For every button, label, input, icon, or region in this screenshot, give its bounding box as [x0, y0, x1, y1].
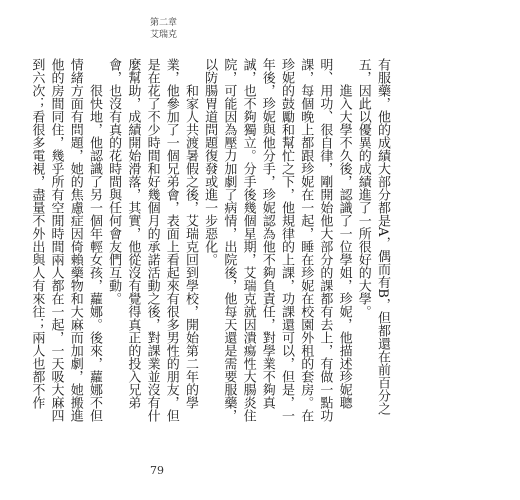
paragraph: 很快地，他認識了另一個年輕女孩，蘿娜。後來，蘿娜不但情緒方面有問題，她的焦慮症因倚賴藥物和大麻而加劇，她搬進他的房間同住，幾乎所有空閒時間兩人都在一起，一天吸大麻四到六次；看很多電視，盡量不外出與人有來往；兩人也都不作 [29, 58, 102, 422]
page-number: 79 [150, 464, 164, 477]
chapter-label: 第二章 [150, 18, 178, 28]
paragraph: 有服藥，他的成績大部分都是A，偶而有B，但都還在前百分之五，因此以優異的成績進了一所很好的大學。 [355, 58, 390, 415]
vertical-body-text [29, 58, 392, 424]
paragraph: 進入大學不久後，認識了一位學姐，珍妮，他描述珍妮聰明、用功、很自律，剛開始他大部分的課都有去上，有做一點功課，每個晚上都跟珍妮在一起，睡在珍妮在校園外租的套房。在珍妮的鼓勵和幫忙之下，他規律的上課，功課還可以，但是，一年後，珍妮與他分手，珍妮認為他不夠負責任，對學業不夠真誠，也不夠獨立。分手後幾個星期，艾瑞克就因潰瘍性大腸炎住院，可能因為壓力加劇了病情，出院後，他每天還是需要服藥，以防腸胃道問題復發或進一步惡化。 [202, 58, 352, 422]
chapter-name: 艾瑞克 [150, 30, 178, 40]
paragraph: 和家人共渡暑假之後，艾瑞克回到學校，開始第二年的學業，他參加了一個兄弟會，表面上看起來有很多男性的朋友，但是在花了不少時間和好幾個月的承諾活動之後，對課業並沒有什麼幫助，成績開始滑落，其實，他從沒有覺得真正的投入兄弟會，也沒有真的花時間與任何會友們互動。 [106, 58, 198, 422]
running-head [150, 17, 177, 41]
